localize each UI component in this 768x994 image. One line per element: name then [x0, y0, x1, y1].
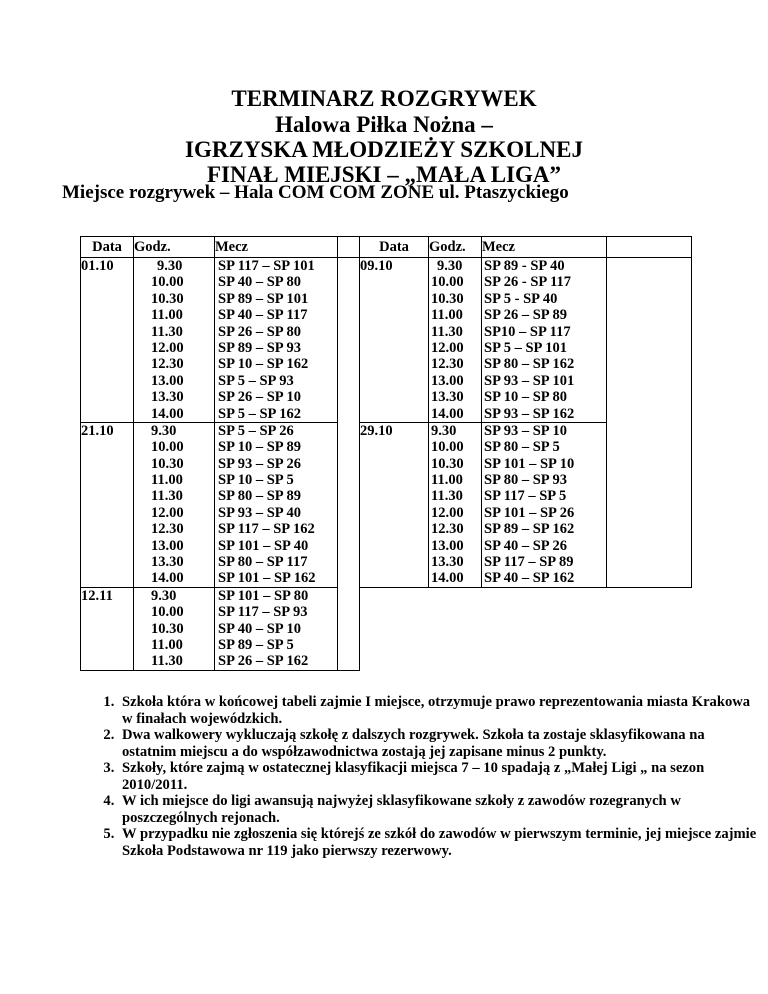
- cell-line: 10.30: [431, 290, 464, 307]
- cell-line: 14.00: [431, 405, 464, 422]
- cell-line: SP 101 – SP 10: [484, 455, 575, 472]
- cell-line: SP 117 – SP 101: [218, 258, 315, 274]
- cell-line: 10.30: [151, 455, 184, 472]
- cell-line: SP 89 - SP 40: [484, 258, 565, 274]
- cell-line: 9.30: [157, 258, 183, 274]
- header-match-left: Mecz: [215, 237, 338, 258]
- rule-item: 1. Szkoła która w końcowej tabeli zajmie I miejsce, otrzymuje prawo reprezentowania miasta Krakowa w finałach wojewódzkich.: [118, 694, 758, 727]
- cell-line: SP 117 – SP 93: [218, 604, 308, 621]
- times-cell: [134, 258, 215, 423]
- cell-line: SP 10 – SP 80: [484, 389, 567, 406]
- cell-line: 12.30: [431, 521, 464, 538]
- cell-line: 11.00: [431, 307, 463, 324]
- header-empty: [607, 237, 692, 258]
- cell-line: SP 26 - SP 117: [484, 274, 572, 291]
- cell-line: SP 80 – SP 162: [484, 356, 575, 373]
- header-date-right: Data: [360, 237, 429, 258]
- date-cell: 21.10: [81, 422, 134, 587]
- cell-line: 11.00: [151, 636, 183, 653]
- cell-line: SP 5 – SP 26: [218, 422, 294, 439]
- cell-line: SP 89 – SP 93: [218, 339, 301, 356]
- cell-line: 12.00: [151, 339, 184, 356]
- cell-line: SP 5 – SP 162: [218, 405, 301, 422]
- cell-line: SP 26 – SP 10: [218, 389, 301, 406]
- cell-line: SP 93 – SP 26: [218, 455, 301, 472]
- cell-line: 14.00: [431, 570, 464, 587]
- cell-line: 14.00: [151, 405, 184, 422]
- cell-line: SP 80 – SP 89: [218, 488, 301, 505]
- cell-line: 12.00: [431, 339, 464, 356]
- schedule-row-block-1: [81, 258, 692, 423]
- cell-line: 13.00: [151, 537, 184, 554]
- cell-line: SP 89 – SP 5: [218, 636, 294, 653]
- cell-line: 11.30: [151, 653, 183, 670]
- rule-item: 5. W przypadku nie zgłoszenia się którejś ze szkół do zawodów w pierwszym terminie, jej miejsce zajmie Szkoła Podstawowa nr 119 jako pierwszy rezerwowy.: [118, 826, 758, 859]
- gap-cell: [338, 258, 360, 671]
- cell-line: 12.30: [151, 356, 184, 373]
- rule-item: 4. W ich miejsce do ligi awansują najwyżej sklasyfikowane szkoły z zawodów rozegranych w poszczególnych rejonach.: [118, 793, 758, 826]
- header-time-left: Godz.: [134, 237, 215, 258]
- cell-line: 9.30: [437, 258, 463, 274]
- cell-line: 13.00: [431, 537, 464, 554]
- rule-item: 3. Szkoły, które zajmą w ostatecznej klasyfikacji miejsca 7 – 10 spadają z „Małej Ligi „ na sezon 2010/2011.: [118, 760, 758, 793]
- matches-cell: [215, 587, 338, 670]
- document-subtitle-sport: Halowa Piłka Nożna –: [275, 112, 493, 137]
- cell-line: SP10 – SP 117: [484, 323, 571, 340]
- cell-line: SP 5 – SP 93: [218, 372, 294, 389]
- cell-line: SP 5 - SP 40: [484, 290, 558, 307]
- cell-line: 11.30: [151, 488, 183, 505]
- cell-line: 9.30: [431, 422, 457, 439]
- times-cell: [134, 587, 215, 670]
- empty-cell: [607, 258, 692, 588]
- document-title: TERMINARZ ROZGRYWEK: [231, 86, 537, 111]
- cell-line: SP 89 – SP 162: [484, 521, 575, 538]
- cell-line: 10.00: [431, 439, 464, 456]
- cell-line: SP 26 – SP 80: [218, 323, 301, 340]
- cell-line: 10.00: [151, 604, 184, 621]
- cell-line: SP 80 – SP 117: [218, 554, 308, 571]
- cell-line: SP 10 – SP 5: [218, 472, 294, 489]
- cell-line: SP 80 – SP 93: [484, 472, 567, 489]
- schedule-row-block-2: [81, 422, 692, 587]
- cell-line: SP 89 – SP 101: [218, 290, 309, 307]
- schedule-table: [80, 236, 692, 671]
- cell-line: 10.00: [151, 274, 184, 291]
- cell-line: 13.30: [151, 389, 184, 406]
- cell-line: 13.00: [151, 372, 184, 389]
- document-subtitle-final: FINAŁ MIEJSKI – „MAŁA LIGA”: [207, 162, 561, 187]
- rules-list: [86, 694, 758, 859]
- cell-line: 11.30: [151, 323, 183, 340]
- cell-line: SP 10 – SP 162: [218, 356, 309, 373]
- date-cell: 29.10: [360, 422, 429, 587]
- cell-line: SP 117 – SP 162: [218, 521, 315, 538]
- cell-line: 12.00: [151, 504, 184, 521]
- date-cell: 12.11: [81, 587, 134, 670]
- cell-line: 13.00: [431, 372, 464, 389]
- cell-line: SP 80 – SP 5: [484, 439, 560, 456]
- cell-line: 11.00: [151, 472, 183, 489]
- cell-line: SP 40 – SP 10: [218, 620, 301, 637]
- cell-line: 13.30: [431, 389, 464, 406]
- cell-line: 11.00: [431, 472, 463, 489]
- cell-line: SP 40 – SP 117: [218, 307, 308, 324]
- cell-line: 9.30: [151, 587, 177, 604]
- times-cell: [429, 422, 482, 587]
- rule-item: 2. Dwa walkowery wykluczają szkołę z dalszych rozgrywek. Szkoła ta zostaje sklasyfikowana na ostatnim miejscu a do współzawodnictwa zostają jej zapisane minus 2 punkty.: [118, 727, 758, 760]
- cell-line: SP 10 – SP 89: [218, 439, 301, 456]
- cell-line: SP 93 – SP 101: [484, 372, 575, 389]
- document-subtitle-event: IGRZYSKA MŁODZIEŻY SZKOLNEJ: [185, 137, 583, 162]
- cell-line: 10.00: [151, 439, 184, 456]
- cell-line: SP 117 – SP 89: [484, 554, 574, 571]
- cell-line: 11.00: [151, 307, 183, 324]
- blank-area: [360, 587, 692, 670]
- cell-line: 13.30: [151, 554, 184, 571]
- cell-line: SP 101 – SP 162: [218, 570, 316, 587]
- matches-cell: [482, 258, 607, 423]
- times-cell: [134, 422, 215, 587]
- matches-cell: [215, 422, 338, 587]
- times-cell: [429, 258, 482, 423]
- cell-line: 12.00: [431, 504, 464, 521]
- cell-line: SP 101 – SP 26: [484, 504, 575, 521]
- cell-line: 10.30: [151, 290, 184, 307]
- cell-line: SP 117 – SP 5: [484, 488, 567, 505]
- cell-line: 10.30: [431, 455, 464, 472]
- cell-line: 9.30: [151, 422, 177, 439]
- cell-line: SP 93 – SP 162: [484, 405, 575, 422]
- date-cell: 01.10: [81, 258, 134, 423]
- schedule-row-block-3: [81, 587, 692, 670]
- cell-line: SP 93 – SP 40: [218, 504, 301, 521]
- cell-line: SP 101 – SP 40: [218, 537, 309, 554]
- cell-line: SP 26 – SP 162: [218, 653, 309, 670]
- venue-line: Miejsce rozgrywek – Hala COM COM ZONE ul. Ptaszyckiego: [62, 182, 569, 203]
- cell-line: 12.30: [151, 521, 184, 538]
- cell-line: SP 93 – SP 10: [484, 422, 567, 439]
- header-time-right: Godz.: [429, 237, 482, 258]
- cell-line: SP 40 – SP 162: [484, 570, 575, 587]
- cell-line: 13.30: [431, 554, 464, 571]
- schedule-header-row: [81, 237, 692, 258]
- header-gap: [338, 237, 360, 258]
- cell-line: 11.30: [431, 323, 463, 340]
- cell-line: 14.00: [151, 570, 184, 587]
- matches-cell: [215, 258, 338, 423]
- cell-line: SP 40 – SP 80: [218, 274, 301, 291]
- date-cell: 09.10: [360, 258, 429, 423]
- cell-line: 12.30: [431, 356, 464, 373]
- header-date-left: Data: [81, 237, 134, 258]
- matches-cell: [482, 422, 607, 587]
- header-match-right: Mecz: [482, 237, 607, 258]
- cell-line: SP 5 – SP 101: [484, 339, 567, 356]
- cell-line: SP 26 – SP 89: [484, 307, 567, 324]
- cell-line: 10.00: [431, 274, 464, 291]
- cell-line: 10.30: [151, 620, 184, 637]
- cell-line: SP 40 – SP 26: [484, 537, 567, 554]
- cell-line: 11.30: [431, 488, 463, 505]
- cell-line: SP 101 – SP 80: [218, 587, 309, 604]
